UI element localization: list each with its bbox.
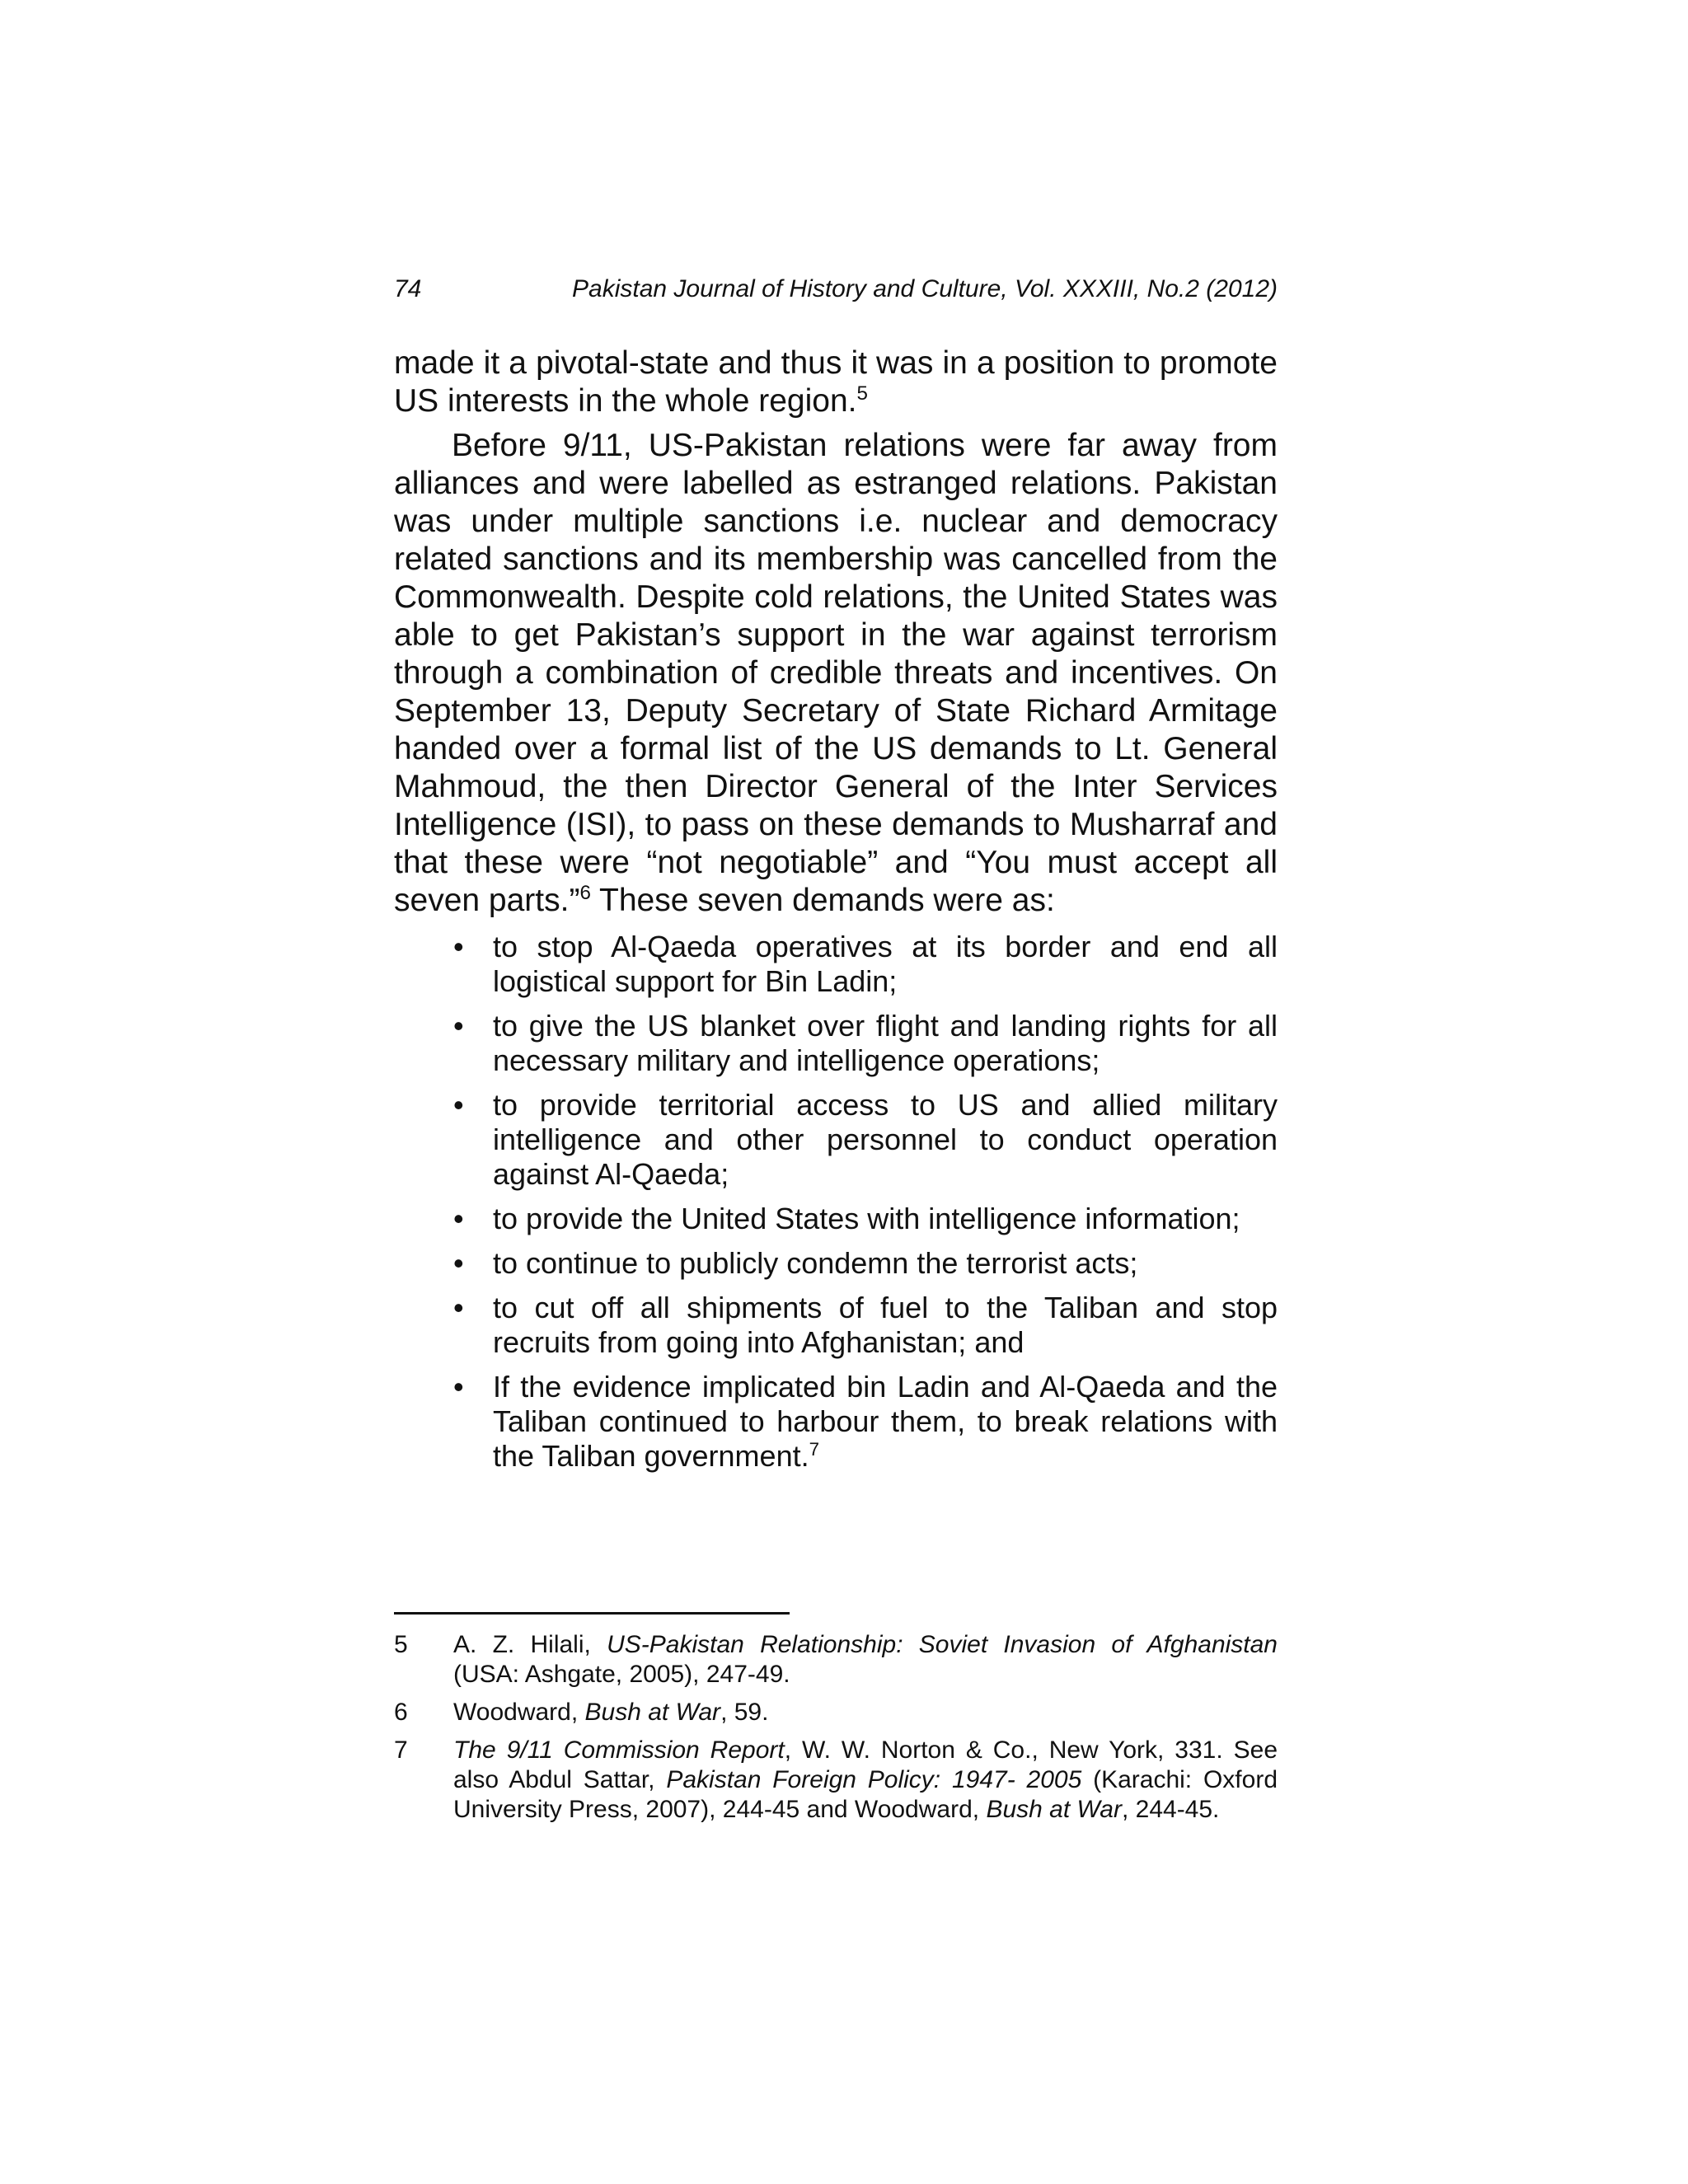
list-item	[453, 1246, 1278, 1281]
footnote-text: , W. W. Norton & Co., New York, 331. See also Abdul Sattar,	[453, 1736, 1278, 1793]
bullet-icon: •	[453, 1370, 464, 1404]
list-item-text: to stop Al-Qaeda operatives at its border and end all logistical support for Bin Ladin;	[493, 930, 1278, 998]
footnote-ref-6: 6	[579, 882, 591, 904]
list-item-text: to continue to publicly condemn the terrorist acts;	[493, 1246, 1138, 1280]
bullet-icon: •	[453, 1202, 464, 1235]
bullet-icon: •	[453, 1291, 464, 1324]
footnote-6	[394, 1698, 1278, 1727]
footnote-text-3: , 244-45.	[1121, 1796, 1220, 1823]
footnote-ref-5: 5	[856, 382, 868, 405]
footnotes	[394, 1630, 1278, 1833]
paragraph-1-text: made it a pivotal-state and thus it was in a position to promote US interests in the whole region.	[394, 345, 1278, 419]
paragraph-2-text: Before 9/11, US-Pakistan relations were far away from alliances and were labelled as estranged relations. Pakistan was under multiple sanctions i.e. nuclear and democracy related sanctions and its membership was cancelled from the Commonwealth. Despite cold relations, the United States was able to get Pakistan’s support in the war against terrorism through a combination of credible threats and incentives. On September 13, Deputy Secretary of State Richard Armitage handed over a formal list of the US demands to Lt. General Mahmoud, the then Director General of the Inter Services Intelligence (ISI), to pass on these demands to Musharraf and that these were “not negotiable” and “You must accept all seven parts.”	[394, 428, 1278, 918]
footnote-author: Woodward,	[453, 1699, 585, 1726]
bullet-icon: •	[453, 1246, 464, 1280]
footnote-5	[394, 1630, 1278, 1690]
paragraph-2	[394, 427, 1278, 920]
footnote-rest: , 59.	[720, 1699, 769, 1726]
footnote-number: 7	[394, 1736, 408, 1764]
footnote-title: Bush at War	[584, 1699, 721, 1726]
paragraph-2-text-end: These seven demands were as:	[590, 883, 1055, 918]
list-item	[453, 1370, 1278, 1474]
demands-list	[394, 930, 1278, 1474]
list-item	[453, 1009, 1278, 1078]
running-title: Pakistan Journal of History and Culture, Vol. XXXIII, No.2 (2012)	[572, 275, 1278, 302]
list-item-text: If the evidence implicated bin Ladin and Al-Qaeda and the Taliban continued to harbour them, to break relations with the Taliban government.	[493, 1370, 1278, 1473]
footnote-title: The 9/11 Commission Report	[453, 1736, 785, 1764]
list-item-text: to cut off all shipments of fuel to the Taliban and stop recruits from going into Afghanistan; and	[493, 1291, 1278, 1359]
list-item	[453, 1202, 1278, 1236]
page-header	[394, 275, 1278, 312]
bullet-icon: •	[453, 930, 464, 963]
footnote-ref-7: 7	[809, 1439, 820, 1460]
footnote-title: US-Pakistan Relationship: Soviet Invasion of Afghanistan	[607, 1631, 1278, 1658]
bullet-icon: •	[453, 1088, 464, 1122]
list-item	[453, 1291, 1278, 1360]
footnote-number: 6	[394, 1699, 408, 1726]
footnote-title-3: Bush at War	[986, 1796, 1122, 1823]
footnote-title-2: Pakistan Foreign Policy: 1947- 2005	[666, 1766, 1082, 1793]
list-item	[453, 1088, 1278, 1192]
page-number: 74	[394, 275, 422, 302]
footnote-7	[394, 1736, 1278, 1825]
list-item-text: to provide the United States with intelligence information;	[493, 1202, 1240, 1235]
bullet-icon: •	[453, 1009, 464, 1043]
body-text	[394, 344, 1278, 1483]
list-item	[453, 930, 1278, 999]
footnote-number: 5	[394, 1631, 408, 1658]
paragraph-1	[394, 344, 1278, 420]
footnote-text-2: (Karachi: Oxford University Press, 2007), 244-45 and Woodward,	[453, 1766, 1278, 1823]
list-item-text: to provide territorial access to US and allied military intelligence and other personnel to conduct operation against Al-Qaeda;	[493, 1088, 1278, 1191]
footnote-rest: (USA: Ashgate, 2005), 247-49.	[453, 1661, 790, 1688]
footnote-divider	[394, 1612, 790, 1615]
footnote-author: A. Z. Hilali,	[453, 1631, 607, 1658]
list-item-text: to give the US blanket over flight and landing rights for all necessary military and intelligence operations;	[493, 1009, 1278, 1077]
